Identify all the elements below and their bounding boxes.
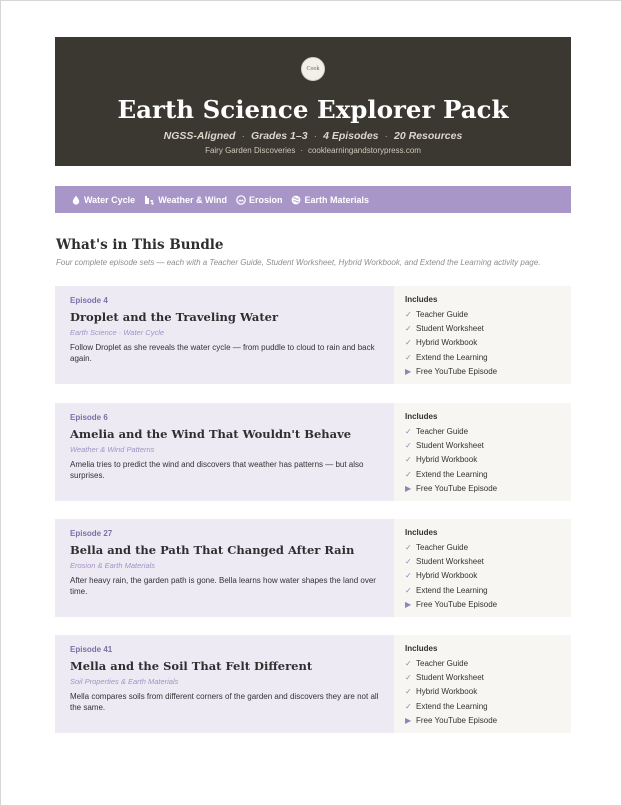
play-icon: ▶ [405,715,412,725]
episode-info [55,635,394,733]
erosion-icon [236,195,246,205]
includes-label: Includes [405,644,438,653]
play-icon: ▶ [405,366,412,376]
episode-card [55,635,571,733]
check-icon: ✓ [405,673,412,683]
check-icon: ✓ [405,543,412,552]
includes-panel [394,286,571,384]
include-extend-learning: ✓ Extend the Learning [405,468,560,482]
include-teacher-guide: ✓ Teacher Guide [405,541,560,555]
check-icon: ✓ [405,455,412,465]
check-icon: ✓ [405,585,412,595]
series-name: Fairy Garden Discoveries [205,146,296,155]
check-icon: ✓ [405,441,412,451]
includes-label: Includes [405,295,438,304]
episode-card [55,286,571,384]
includes-label: Includes [405,528,438,537]
droplet-icon [71,195,81,205]
episode-info [55,403,394,501]
logo-text: Cook [306,66,320,72]
includes-label: Includes [405,412,438,421]
episode-number: Episode 6 [70,413,108,422]
topic-erosion: Erosion [236,195,283,205]
topic-water-cycle: Water Cycle [71,195,135,205]
include-youtube-episode[interactable]: ▶ Free YouTube Episode [405,482,560,496]
meta-episodes: 4 Episodes [323,130,379,142]
include-student-worksheet: ✓ Student Worksheet [405,555,560,569]
topic-weather-wind: Weather & Wind [144,195,227,205]
check-icon: ✓ [405,338,412,348]
include-teacher-guide: ✓ Teacher Guide [405,425,560,439]
includes-panel [394,403,571,501]
meta-grades: Grades 1–3 [250,130,308,142]
episode-description: Amelia tries to predict the wind and discovers that weather has patterns — but also surprises. [70,460,364,480]
include-hybrid-workbook: ✓ Hybrid Workbook [405,453,560,467]
include-youtube-episode[interactable]: ▶ Free YouTube Episode [405,598,560,612]
include-extend-learning: ✓ Extend the Learning [405,700,560,714]
check-icon: ✓ [405,310,412,319]
includes-list [405,308,560,379]
includes-list [405,657,560,728]
episode-topic: Earth Science · Water Cycle [70,328,165,337]
page-title: Earth Science Explorer Pack [117,95,509,124]
include-youtube-episode[interactable]: ▶ Free YouTube Episode [405,714,560,728]
check-icon: ✓ [405,659,412,668]
episode-info [55,519,394,617]
include-extend-learning: ✓ Extend the Learning [405,351,560,365]
episode-number: Episode 41 [70,645,113,654]
include-hybrid-workbook: ✓ Hybrid Workbook [405,569,560,583]
check-icon: ✓ [405,701,412,711]
episode-info [55,286,394,384]
play-icon: ▶ [405,599,412,609]
episode-description: Follow Droplet as she reveals the water cycle — from puddle to cloud to rain and back again. [70,343,375,363]
website-link[interactable]: cooklearningandstorypress.com [307,146,421,155]
check-icon: ✓ [405,557,412,567]
episode-title: Mella and the Soil That Felt Different [70,659,313,673]
episode-card [55,519,571,617]
meta-resources: 20 Resources [394,130,463,142]
include-student-worksheet: ✓ Student Worksheet [405,322,560,336]
topic-bar [55,186,571,213]
episode-number: Episode 4 [70,296,108,305]
header-subline: Fairy Garden Discoveries · cooklearningandstorypress.com [205,146,421,155]
episode-card [55,403,571,501]
includes-panel [394,635,571,733]
header-meta: NGSS-Aligned · Grades 1–3 · 4 Episodes · 20 Resources [163,130,463,142]
include-teacher-guide: ✓ Teacher Guide [405,308,560,322]
episode-topic: Erosion & Earth Materials [70,561,156,570]
weather-icon [144,195,155,205]
bundle-heading: What's in This Bundle [56,237,224,253]
publisher-logo [301,57,325,81]
includes-list [405,541,560,612]
episode-topic: Weather & Wind Patterns [70,445,155,454]
include-student-worksheet: ✓ Student Worksheet [405,439,560,453]
check-icon: ✓ [405,427,412,436]
include-hybrid-workbook: ✓ Hybrid Workbook [405,336,560,350]
episode-topic: Soil Properties & Earth Materials [70,677,179,686]
check-icon: ✓ [405,352,412,362]
check-icon: ✓ [405,324,412,334]
play-icon: ▶ [405,483,412,493]
episode-title: Amelia and the Wind That Wouldn't Behave [70,427,352,441]
globe-icon [291,195,301,205]
episode-number: Episode 27 [70,529,113,538]
check-icon: ✓ [405,687,412,697]
include-youtube-episode[interactable]: ▶ Free YouTube Episode [405,365,560,379]
include-extend-learning: ✓ Extend the Learning [405,584,560,598]
check-icon: ✓ [405,469,412,479]
check-icon: ✓ [405,571,412,581]
includes-panel [394,519,571,617]
include-student-worksheet: ✓ Student Worksheet [405,671,560,685]
episode-description: After heavy rain, the garden path is gone. Bella learns how water shapes the land over time. [70,576,376,596]
includes-list [405,425,560,496]
episode-title: Bella and the Path That Changed After Rain [70,543,355,557]
include-hybrid-workbook: ✓ Hybrid Workbook [405,685,560,699]
episode-description: Mella compares soils from different corners of the garden and discovers they are not all the same. [70,692,379,712]
topic-earth-materials: Earth Materials [291,195,369,205]
include-teacher-guide: ✓ Teacher Guide [405,657,560,671]
episode-title: Droplet and the Traveling Water [70,310,279,324]
bundle-description: Four complete episode sets — each with a Teacher Guide, Student Worksheet, Hybrid Workbook, and Extend the Learning activity page. [56,258,541,267]
meta-standards: NGSS-Aligned [163,130,236,142]
